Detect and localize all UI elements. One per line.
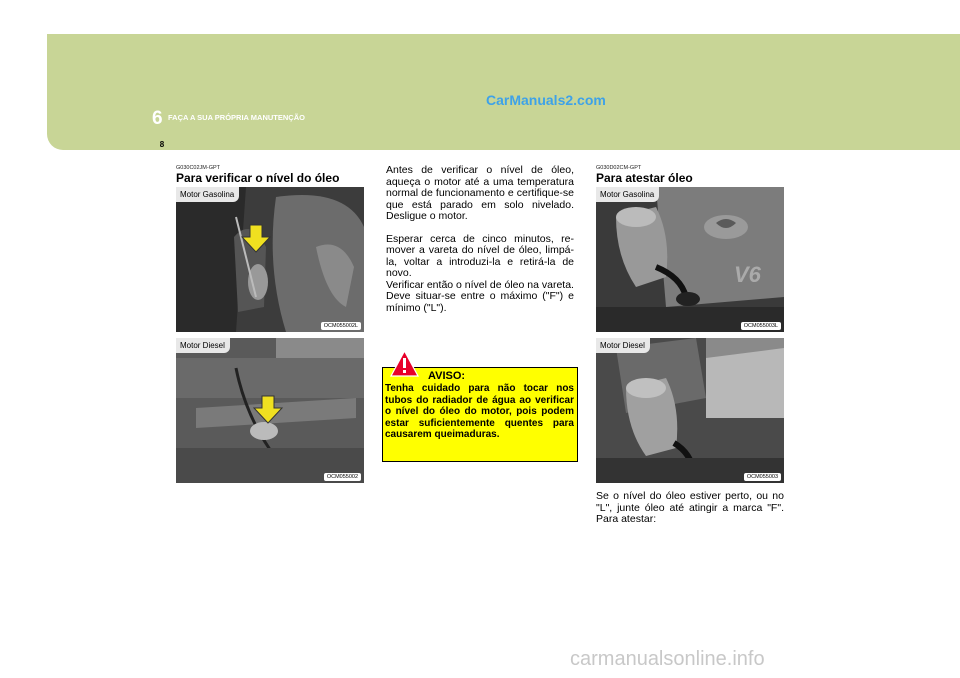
section-heading: Para atestar óleo xyxy=(596,171,693,185)
photo-code: OCM055002 xyxy=(324,473,361,481)
instructions-text xyxy=(386,165,574,314)
warning-text: Tenha cuidado para não tocar nos tubos do radiador de água ao verificar o nível do óleo do motor, pois podem estar suficientemente quentes para causarem queimaduras. xyxy=(385,383,574,440)
photo-label: Motor Gasolina xyxy=(176,187,239,202)
section-code: G030D02CM-GPT xyxy=(596,165,642,171)
photo-label: Motor Diesel xyxy=(596,338,650,353)
watermark-link[interactable]: CarManuals2.com xyxy=(486,92,606,108)
refill-instructions: Se o nível do óleo estiver perto, ou no "L", junte óleo até atingir a marca "F". Para atestar: xyxy=(596,490,784,525)
photo-code: OCM055003L xyxy=(741,322,781,330)
photo-code: OCM055002L xyxy=(321,322,361,330)
chapter-number: 6 xyxy=(152,108,163,129)
photo-label: Motor Gasolina xyxy=(596,187,659,202)
engine-photo-diesel-refill xyxy=(596,338,784,483)
photo-label: Motor Diesel xyxy=(176,338,230,353)
chapter-title: FAÇA A SUA PRÓPRIA MANUTENÇÃO xyxy=(168,113,305,122)
photo-code: OCM055003 xyxy=(744,473,781,481)
warning-title: AVISO: xyxy=(428,370,466,382)
paragraph: Deve situar-se entre o máximo ("F") e mínimo ("L"). xyxy=(386,290,574,314)
yellow-arrow-icon xyxy=(176,338,364,483)
engine-photo-gasoline-refill xyxy=(596,187,784,332)
yellow-arrow-icon xyxy=(176,187,364,332)
engine-photo-diesel-dipstick xyxy=(176,338,364,483)
engine-photo-gasoline-dipstick xyxy=(176,187,364,332)
paragraph: Antes de verificar o nível de óleo, aqueça o motor até a uma temperatura normal de funcionamento e certifique-se que está parado em solo nivelado. Desligue o motor. xyxy=(386,164,574,222)
warning-triangle-icon xyxy=(390,350,419,377)
paragraph: Verificar então o nível de óleo na vareta. xyxy=(386,278,574,291)
section-heading: Para verificar o nível do óleo xyxy=(176,171,340,185)
section-code: G030C02JM-GPT xyxy=(176,165,221,171)
paragraph: Esperar cerca de cinco minutos, re-mover a vareta do nível de óleo, limpá-la, voltar a introduzi-la e retirá-la de novo. xyxy=(386,232,574,279)
svg-text:V6: V6 xyxy=(734,262,761,287)
page-number: 8 xyxy=(159,140,165,149)
footer-brand: carmanualsonline.info xyxy=(570,648,765,670)
